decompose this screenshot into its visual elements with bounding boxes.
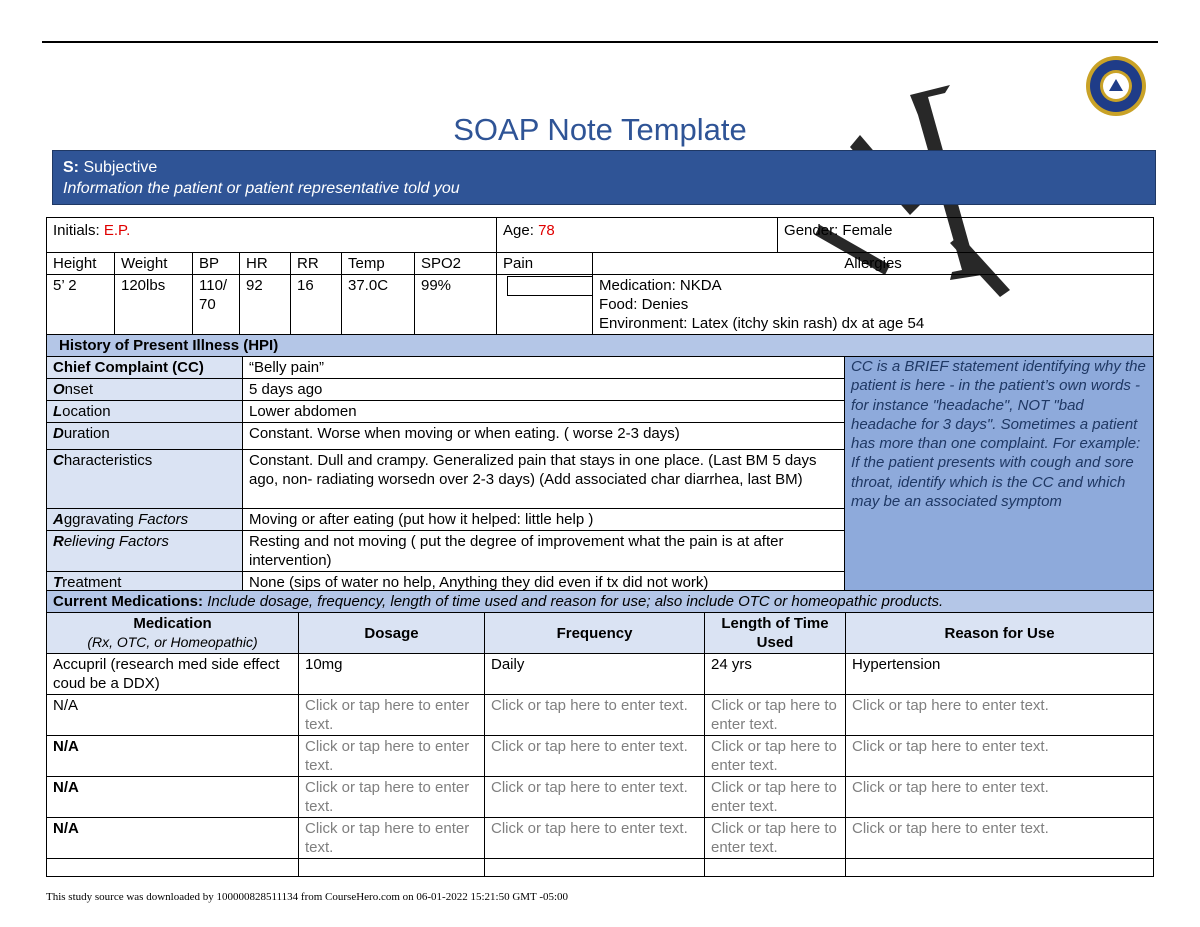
reason-placeholder[interactable]: Click or tap here to enter text.: [846, 736, 1154, 777]
empty-cell[interactable]: [47, 859, 299, 877]
med-reason[interactable]: Hypertension: [846, 654, 1154, 695]
col-dosage-header: Dosage: [299, 613, 485, 654]
empty-cell[interactable]: [485, 859, 705, 877]
medication-row-empty: [47, 859, 1154, 877]
medication-row: [47, 736, 1154, 777]
medication-row: [47, 695, 1154, 736]
reason-placeholder[interactable]: Click or tap here to enter text.: [846, 695, 1154, 736]
height-value: 5’ 2: [47, 275, 115, 335]
med-name[interactable]: N/A: [47, 695, 299, 736]
reason-placeholder[interactable]: Click or tap here to enter text.: [846, 818, 1154, 859]
age-cell: [497, 218, 778, 253]
characteristics-label: Characteristics: [47, 450, 243, 509]
subjective-description: Information the patient or patient representative told you: [63, 180, 460, 197]
location-value[interactable]: Lower abdomen: [243, 401, 845, 423]
height-header: Height: [47, 253, 115, 275]
cc-value[interactable]: “Belly pain”: [243, 357, 845, 379]
dosage-placeholder[interactable]: Click or tap here to enter text.: [299, 818, 485, 859]
age-label: Age:: [503, 222, 534, 239]
subjective-banner: [52, 150, 1156, 205]
frequency-placeholder[interactable]: Click or tap here to enter text.: [485, 818, 705, 859]
location-label: Location: [47, 401, 243, 423]
empty-cell[interactable]: [846, 859, 1154, 877]
page-title: SOAP Note Template: [453, 112, 747, 147]
col-frequency-header: Frequency: [485, 613, 705, 654]
temp-value: 37.0C: [342, 275, 415, 335]
top-rule: [42, 41, 1158, 43]
allergies-header: Allergies: [593, 253, 1154, 275]
hr-header: HR: [240, 253, 291, 275]
col-medication-header: Medication (Rx, OTC, or Homeopathic): [47, 613, 299, 654]
allergy-food: Food: Denies: [599, 296, 689, 313]
length-placeholder[interactable]: Click or tap here to enter text.: [705, 695, 846, 736]
hpi-table: [46, 334, 1154, 594]
pain-value-cell: [497, 275, 593, 335]
frequency-placeholder[interactable]: Click or tap here to enter text.: [485, 736, 705, 777]
temp-header: Temp: [342, 253, 415, 275]
download-footer: This study source was downloaded by 100000828511134 from CourseHero.com on 06-01-2022 15:21:50 GMT -05:00: [46, 891, 569, 903]
length-placeholder[interactable]: Click or tap here to enter text.: [705, 818, 846, 859]
frequency-placeholder[interactable]: Click or tap here to enter text.: [485, 777, 705, 818]
medication-row: [47, 777, 1154, 818]
dosage-placeholder[interactable]: Click or tap here to enter text.: [299, 777, 485, 818]
spo2-header: SPO2: [415, 253, 497, 275]
medication-row: [47, 654, 1154, 695]
med-length[interactable]: 24 yrs: [705, 654, 846, 695]
med-name[interactable]: N/A: [47, 777, 299, 818]
gender-value: Female: [842, 222, 893, 239]
allergies-value: [593, 275, 1154, 335]
med-dosage[interactable]: 10mg: [299, 654, 485, 695]
allergy-environment: Environment: Latex (itchy skin rash) dx at age 54: [599, 315, 925, 332]
weight-header: Weight: [115, 253, 193, 275]
subjective-label: S:: [63, 159, 79, 176]
hpi-heading: History of Present Illness (HPI): [47, 335, 1154, 357]
med-frequency[interactable]: Daily: [485, 654, 705, 695]
initials-cell: [47, 218, 497, 253]
treatment-value[interactable]: None (sips of water no help, Anything they did even if tx did not work): [243, 572, 845, 594]
subjective-heading: Subjective: [83, 159, 158, 176]
length-placeholder[interactable]: Click or tap here to enter text.: [705, 777, 846, 818]
dosage-placeholder[interactable]: Click or tap here to enter text.: [299, 695, 485, 736]
med-name[interactable]: N/A: [47, 818, 299, 859]
empty-cell[interactable]: [299, 859, 485, 877]
bp-systolic: 110/: [199, 277, 228, 294]
gender-cell: [778, 218, 1154, 253]
bp-diastolic: 70: [199, 296, 216, 313]
reason-placeholder[interactable]: Click or tap here to enter text.: [846, 777, 1154, 818]
medications-heading: Current Medications: Include dosage, frequency, length of time used and reason for use; also include OTC or homeopathic products.: [47, 591, 1154, 613]
duration-value[interactable]: Constant. Worse when moving or when eating. ( worse 2-3 days): [243, 423, 845, 450]
med-name[interactable]: N/A: [47, 736, 299, 777]
relieving-value[interactable]: Resting and not moving ( put the degree of improvement what the pain is at after intervention): [243, 531, 845, 572]
onset-value[interactable]: 5 days ago: [243, 379, 845, 401]
dosage-placeholder[interactable]: Click or tap here to enter text.: [299, 736, 485, 777]
age-value: 78: [538, 222, 555, 239]
aggravating-label: Aggravating Factors: [47, 509, 243, 531]
relieving-label: Relieving Factors: [47, 531, 243, 572]
initials-value: E.P.: [103, 222, 131, 239]
med-name[interactable]: Accupril (research med side effect coud be a DDX): [47, 654, 299, 695]
duration-label: Duration: [47, 423, 243, 450]
patient-vitals-table: [46, 217, 1154, 335]
rr-header: RR: [291, 253, 342, 275]
medications-table: [46, 590, 1154, 877]
medication-row: [47, 818, 1154, 859]
bp-value: [193, 275, 240, 335]
rr-value: 16: [291, 275, 342, 335]
col-length-header: Length of Time Used: [705, 613, 846, 654]
onset-label: Onset: [47, 379, 243, 401]
gender-label: Gender:: [784, 222, 839, 239]
bp-header: BP: [193, 253, 240, 275]
cc-label: Chief Complaint (CC): [47, 357, 243, 379]
frequency-placeholder[interactable]: Click or tap here to enter text.: [485, 695, 705, 736]
initials-label: Initials:: [53, 222, 100, 239]
pain-input[interactable]: [507, 276, 593, 296]
university-seal-logo: [1085, 55, 1147, 117]
characteristics-value[interactable]: Constant. Dull and crampy. Generalized pain that stays in one place. (Last BM 5 days ago, non- radiating worsedn over 2-3 days) (Add associated char diarrhea, last BM): [243, 450, 845, 509]
pain-header: Pain: [497, 253, 593, 275]
treatment-label: Treatment: [47, 572, 243, 594]
cc-guidance-note: CC is a BRIEF statement identifying why the patient is here - in the patient’s own words - for instance "headache", NOT "bad headache for 3 days". Sometimes a patient has more than one complaint. For example: If the patient presents with cough and sore throat, identify which is the CC and which may be an associated symptom: [845, 357, 1154, 594]
aggravating-value[interactable]: Moving or after eating (put how it helped: little help ): [243, 509, 845, 531]
col-reason-header: Reason for Use: [846, 613, 1154, 654]
weight-value: 120lbs: [115, 275, 193, 335]
allergy-medication: Medication: NKDA: [599, 277, 722, 294]
hr-value: 92: [240, 275, 291, 335]
length-placeholder[interactable]: Click or tap here to enter text.: [705, 736, 846, 777]
spo2-value: 99%: [415, 275, 497, 335]
empty-cell[interactable]: [705, 859, 846, 877]
